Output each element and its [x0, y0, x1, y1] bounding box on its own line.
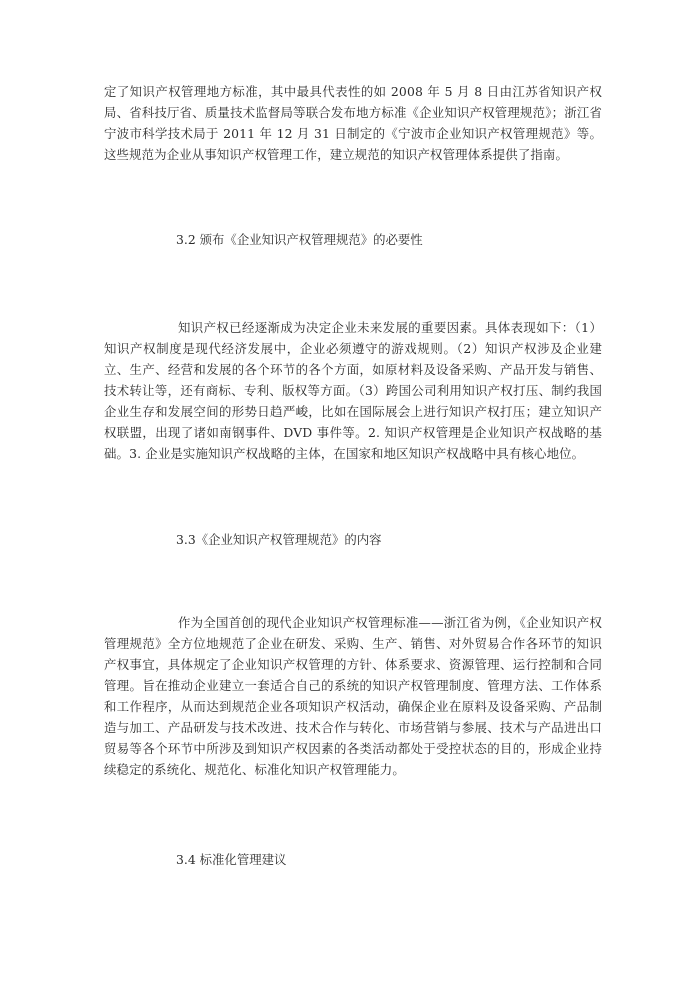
section-heading-3-2: 3.2 颁布《企业知识产权管理规范》的必要性: [176, 232, 423, 247]
section-heading-3-3: 3.3《企业知识产权管理规范》的内容: [176, 532, 382, 547]
paragraph-intro: 定了知识产权管理地方标准，其中最具代表性的如 2008 年 5 月 8 日由江苏省知识产权局、省科技厅省、质量技术监督局等联合发布地方标准《企业知识产权管理规范》；浙江省宁波市科学技术局于 2011 年 12 月 31 日制定的《宁波市企业知识产权管理规范》等。这些规范为企业从事知识产权管理工作，建立规范的知识产权管理体系提供了指南。: [104, 84, 602, 162]
paragraph-3-3-body: 作为全国首创的现代企业知识产权管理标准——浙江省为例，《企业知识产权管理规范》全方位地规范了企业在研发、采购、生产、销售、对外贸易合作各环节的知识产权事宜，具体规定了企业知识产权管理的方针、体系要求、资源管理、运行控制和合同管理。旨在推动企业建立一套适合自己的系统的知识产权管理制度、管理方法、工作体系和工作程序，从而达到规范企业各项知识产权活动，确保企业在原料及设备采购、产品制造与加工、产品研发与技术改进、技术合作与转化、市场营销与参展、技术与产品进出口贸易等各个环节中所涉及到知识产权因素的各类活动都处于受控状态的目的，形成企业持续稳定的系统化、规范化、标准化知识产权管理能力。: [104, 615, 602, 777]
paragraph-3-2-body: 知识产权已经逐渐成为决定企业未来发展的重要因素。具体表现如下：（1）知识产权制度是现代经济发展中，企业必须遵守的游戏规则。（2）知识产权涉及企业建立、生产、经营和发展的各个环节的各个方面，如原材料及设备采购、产品开发与销售、技术转让等，还有商标、专利、版权等方面。（3）跨国公司利用知识产权打压、制约我国企业生存和发展空间的形势日趋严峻，比如在国际展会上进行知识产权打压；建立知识产权联盟，出现了诸如南钢事件、DVD 事件等。2. 知识产权管理是企业知识产权战略的基础。3. 企业是实施知识产权战略的主体，在国家和地区知识产权战略中具有核心地位。: [104, 320, 602, 461]
section-heading-3-4: 3.4 标准化管理建议: [176, 852, 287, 867]
